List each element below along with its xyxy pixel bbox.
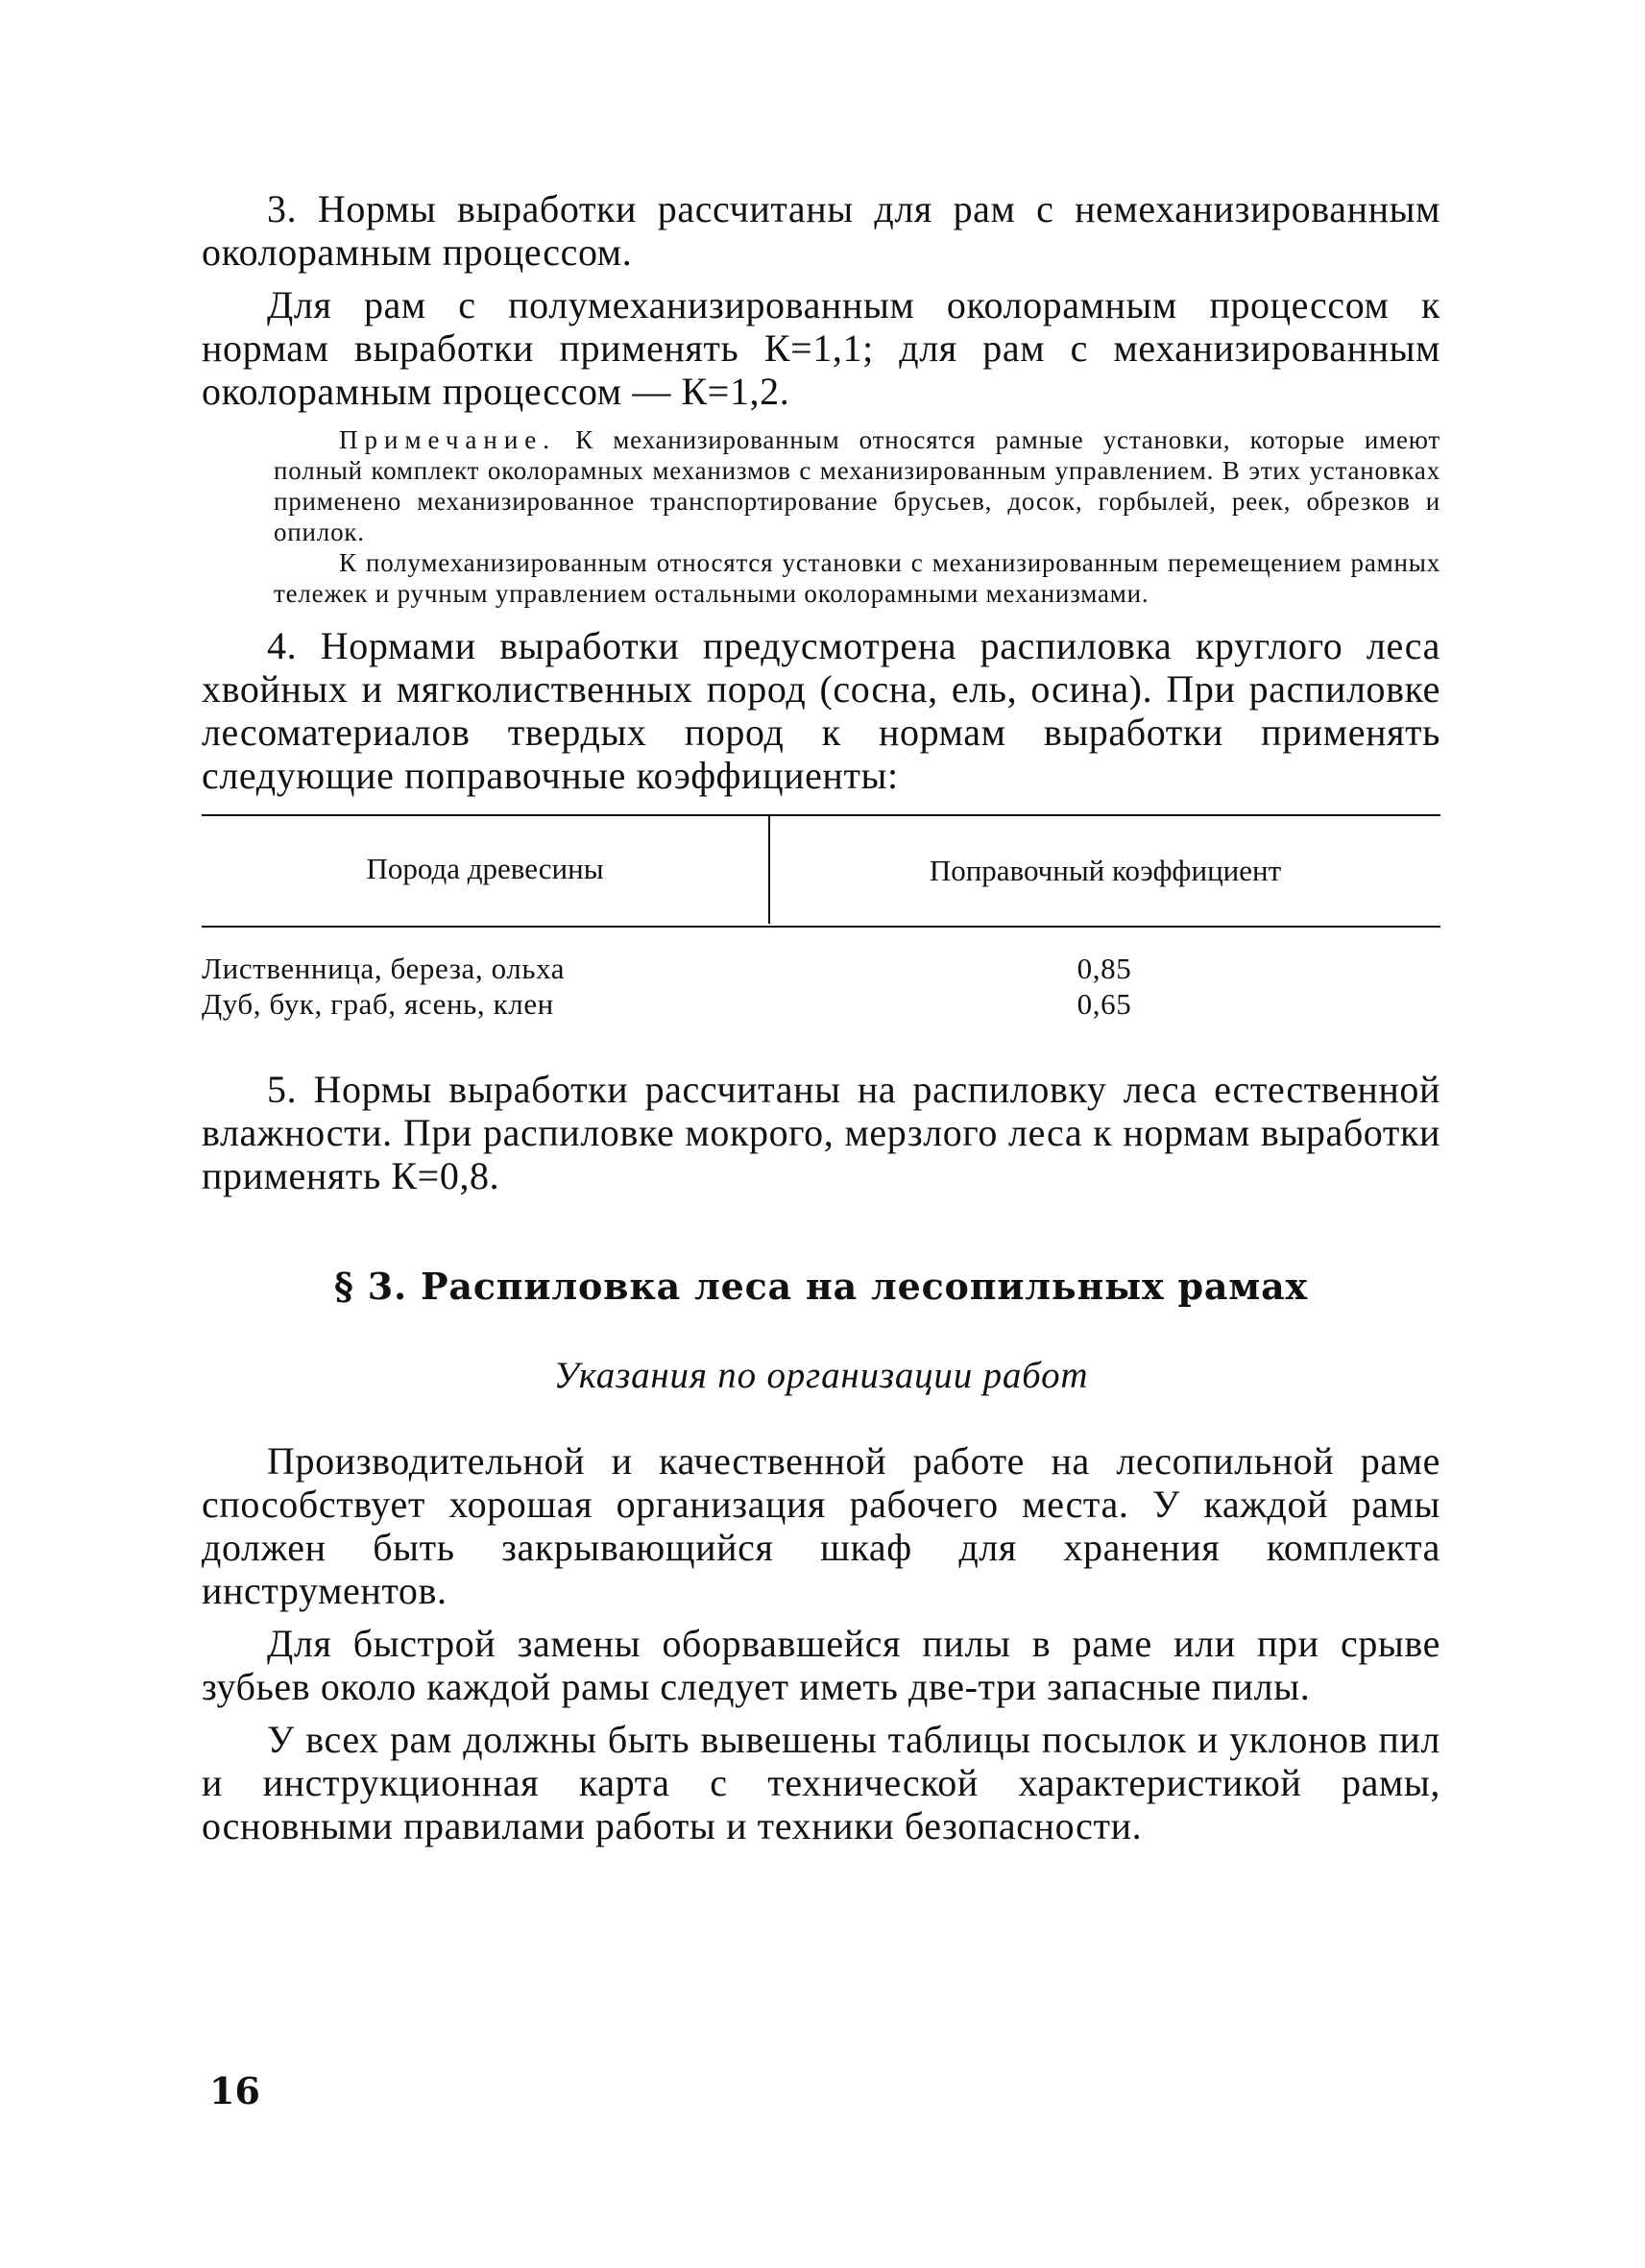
coefficient-table — [202, 814, 1440, 1022]
section-subtitle: Указания по организации работ — [553, 1355, 1089, 1396]
cell-coefficient: 0,85 — [1077, 952, 1132, 985]
paragraph-tables: У всех рам должны быть вывешены таблицы посылок и уклонов пил и инструкционная карта с технической характеристикой рамы, основными правилами работы и техники безопасности. — [202, 1718, 1440, 1847]
header-species: Порода древесины — [202, 814, 770, 924]
paragraph-spare-saws: Для быстрой замены оборвавшейся пилы в раме или при срыве зубьев около каждой рамы следует иметь две-три запасные пилы. — [202, 1622, 1440, 1708]
cell-species: Дуб, бук, граб, ясень, клен — [202, 987, 554, 1021]
page-number: 16 — [209, 2069, 260, 2112]
note-text-1: К механизированным относятся рамные установки, которые имеют полный комплект околорамных механизмов с механизированным управлением. В этих установках применено механизированное транспортирование брусьев, досок, горбылей, реек, обрезков и опилок. — [274, 425, 1440, 546]
table-header — [202, 816, 1440, 926]
note-paragraph-2: К полумеханизированным относятся установки с механизированным перемещением рамных тележек и ручным управлением остальными околорамными механизмами. — [274, 548, 1440, 608]
section-title: § 3. Распиловка леса на лесопильных рамах — [334, 1265, 1308, 1308]
table-row — [202, 986, 1440, 1022]
note-paragraph-1 — [274, 424, 1440, 547]
table-row — [202, 951, 1440, 986]
cell-species: Лиственница, береза, ольха — [202, 952, 566, 985]
note-label: Примечание. — [339, 425, 557, 454]
paragraph-4: 4. Нормами выработки предусмотрена распиловка круглого леса хвойных и мягколиственных пород (сосна, ель, осина). При распиловке лесоматериалов твердых пород к нормам выработки применять следующие поправочные коэффициенты: — [202, 624, 1440, 797]
paragraph-5: 5. Нормы выработки рассчитаны на распиловку леса естественной влажности. При распиловке мокрого, мерзлого леса к нормам выработки применять К=0,8. — [202, 1068, 1440, 1197]
paragraph-3: 3. Нормы выработки рассчитаны для рам с немеханизированным околорамным процессом. — [202, 187, 1440, 274]
page-content — [202, 187, 1440, 1847]
paragraph-workplace: Производительной и качественной работе на лесопильной раме способствует хорошая организация рабочего места. У каждой рамы должен быть закрывающийся шкаф для хранения комплекта инструментов. — [202, 1439, 1440, 1612]
header-coefficient: Поправочный коэффициент — [929, 854, 1282, 887]
paragraph-3-continued: Для рам с полумеханизированным околорамным процессом к нормам выработки применять К=1,1; для рам с механизированным околорамным процессом — К=1,2. — [202, 283, 1440, 413]
table-body — [202, 928, 1440, 1022]
cell-coefficient: 0,65 — [1077, 987, 1132, 1021]
